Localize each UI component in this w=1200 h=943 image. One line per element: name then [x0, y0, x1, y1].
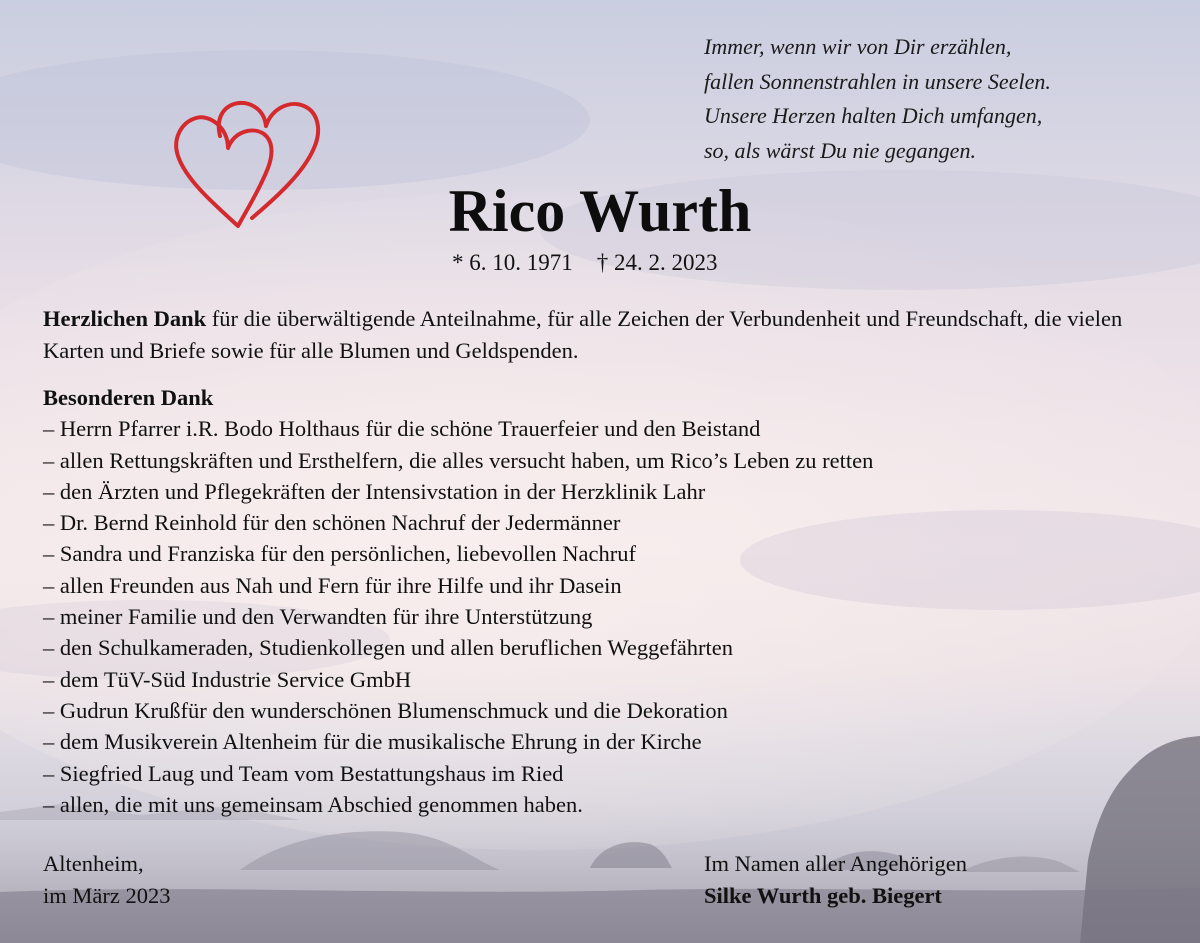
special-thanks-list [43, 382, 1163, 820]
thanks-item: – dem Musikverein Altenheim für die musikalische Ehrung in der Kirche [43, 729, 702, 755]
thanks-intro [43, 303, 1163, 367]
poem [704, 30, 1174, 168]
thanks-item: – Siegfried Laug und Team vom Bestattungshaus im Ried [43, 760, 564, 786]
thanks-item: – allen Freunden aus Nah und Fern für ihre Hilfe und ihr Dasein [43, 572, 622, 598]
poem-line: fallen Sonnenstrahlen in unsere Seelen. [704, 68, 1051, 94]
thanks-intro-bold: Herzlichen Dank [43, 306, 207, 331]
death-date: † 24. 2. 2023 [596, 250, 718, 275]
signature-block [704, 848, 967, 911]
thanks-item: – den Schulkameraden, Studienkollegen und allen beruflichen Weggefährten [43, 635, 734, 661]
thanks-item: – Dr. Bernd Reinhold für den schönen Nachruf der Jedermänner [43, 510, 621, 536]
thanks-item: – meiner Familie und den Verwandten für ihre Unterstützung [43, 604, 593, 630]
thanks-item: – allen, die mit uns gemeinsam Abschied genommen haben. [43, 791, 583, 817]
place-and-date [43, 848, 170, 911]
thanks-item: – Herrn Pfarrer i.R. Bodo Holthaus für die schöne Trauerfeier und den Beistand [43, 416, 761, 442]
thanks-item: – Sandra und Franziska für den persönlichen, liebevollen Nachruf [43, 541, 636, 567]
thanks-item: – allen Rettungskräften und Ersthelfern, die alles versucht haben, um Rico’s Leben zu retten [43, 447, 874, 473]
thanks-item: – dem TüV-Süd Industrie Service GmbH [43, 666, 412, 692]
deceased-name: Rico Wurth [448, 178, 752, 244]
place: Altenheim, [43, 851, 144, 876]
signer-name: Silke Wurth geb. Biegert [704, 882, 942, 908]
poem-line: Unsere Herzen halten Dich umfangen, [704, 103, 1043, 128]
special-thanks-heading: Besonderen Dank [43, 385, 214, 410]
poem-line: so, als wärst Du nie gegangen. [704, 137, 976, 163]
date: im März 2023 [43, 882, 171, 908]
thanks-intro-text: für die überwältigende Anteilnahme, für alle Zeichen der Verbundenheit und Freundschaft, die vielen Karten und Briefe sowie für alle Blumen und Geldspenden. [43, 306, 1123, 363]
on-behalf-line: Im Namen aller Angehörigen [704, 851, 968, 876]
poem-line: Immer, wenn wir von Dir erzählen, [704, 34, 1012, 59]
birth-date: * 6. 10. 1971 [452, 250, 573, 275]
thanks-item: – Gudrun Krußfür den wunderschönen Blumenschmuck und die Dekoration [43, 697, 728, 723]
life-dates [452, 247, 772, 279]
thanks-item: – den Ärzten und Pflegekräften der Intensivstation in der Herzklinik Lahr [43, 478, 706, 504]
